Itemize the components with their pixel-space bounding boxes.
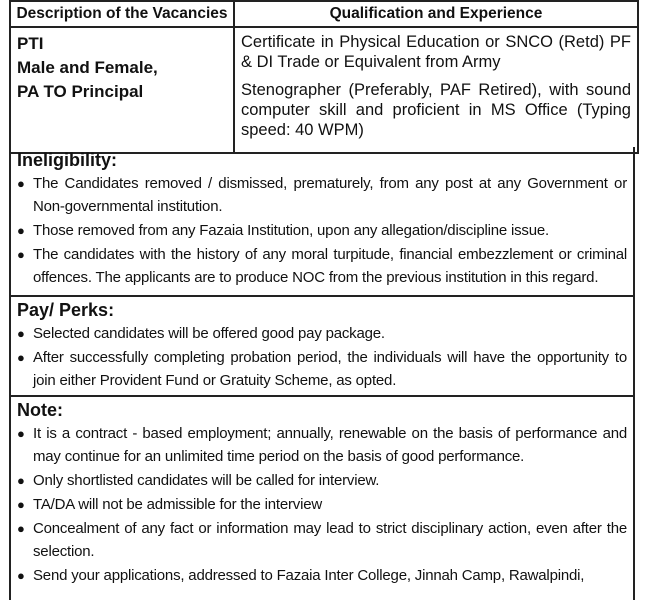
note-section (9, 397, 635, 600)
qualification-pa: Stenographer (Preferably, PAF Retired), with sound computer skill and proficient in MS Office (Typing speed: 40 WPM) (241, 81, 631, 139)
list-item: ● TA/DA will not be admissible for the interview (17, 493, 627, 516)
vacancy-description-cell (10, 27, 234, 153)
ineligibility-list (17, 172, 627, 289)
list-item: ● The candidates with the history of any moral turpitude, financial embezzlement or criminal offences. The applicants are to produce NOC from the previous institution in this regard. (17, 243, 627, 289)
list-item: ● After successfully completing probation period, the individuals will have the opportunity to join either Provident Fund or Gratuity Scheme, as opted. (17, 346, 627, 392)
table-header-row (10, 1, 638, 27)
header-qualification: Qualification and Experience (234, 1, 638, 27)
list-item: ● Only shortlisted candidates will be called for interview. (17, 469, 627, 492)
list-item: ● It is a contract - based employment; annually, renewable on the basis of performance and may continue for an unlimited time period on the basis of good performance. (17, 422, 627, 468)
ineligibility-section (9, 147, 635, 297)
qualification-cell (234, 27, 638, 153)
table-row (10, 27, 638, 153)
bullet-icon: ● (17, 497, 25, 512)
qualification-pti: Certificate in Physical Education or SNCO (Retd) PF & DI Trade or Equivalent from Army (241, 33, 631, 71)
bullet-icon: ● (17, 247, 25, 262)
note-list (17, 422, 627, 587)
list-item: ● Selected candidates will be offered good pay package. (17, 322, 627, 345)
list-item: ● Concealment of any fact or information may lead to strict disciplinary action, even after the selection. (17, 517, 627, 563)
ineligibility-title: Ineligibility: (17, 150, 118, 170)
bullet-icon: ● (17, 473, 25, 488)
bullet-icon: ● (17, 521, 25, 536)
vacancy-title-pti: PTI (17, 34, 44, 53)
pay-perks-title: Pay/ Perks: (17, 300, 115, 320)
list-item: ● The Candidates removed / dismissed, prematurely, from any post at any Government or Non-governmental institution. (17, 172, 627, 218)
vacancies-table (9, 0, 639, 154)
bullet-icon: ● (17, 176, 25, 191)
bullet-icon: ● (17, 568, 25, 583)
bullet-icon: ● (17, 223, 25, 238)
pay-perks-list (17, 322, 627, 392)
pay-perks-section (9, 297, 635, 397)
bullet-icon: ● (17, 426, 25, 441)
vacancy-gender: Male and Female, (17, 58, 158, 77)
header-description: Description of the Vacancies (10, 1, 234, 27)
vacancy-title-pa: PA TO Principal (17, 82, 144, 101)
note-title: Note: (17, 400, 63, 420)
list-item: ● Send your applications, addressed to Fazaia Inter College, Jinnah Camp, Rawalpindi, (17, 564, 627, 587)
bullet-icon: ● (17, 326, 25, 341)
bullet-icon: ● (17, 350, 25, 365)
list-item: ● Those removed from any Fazaia Institution, upon any allegation/discipline issue. (17, 219, 627, 242)
